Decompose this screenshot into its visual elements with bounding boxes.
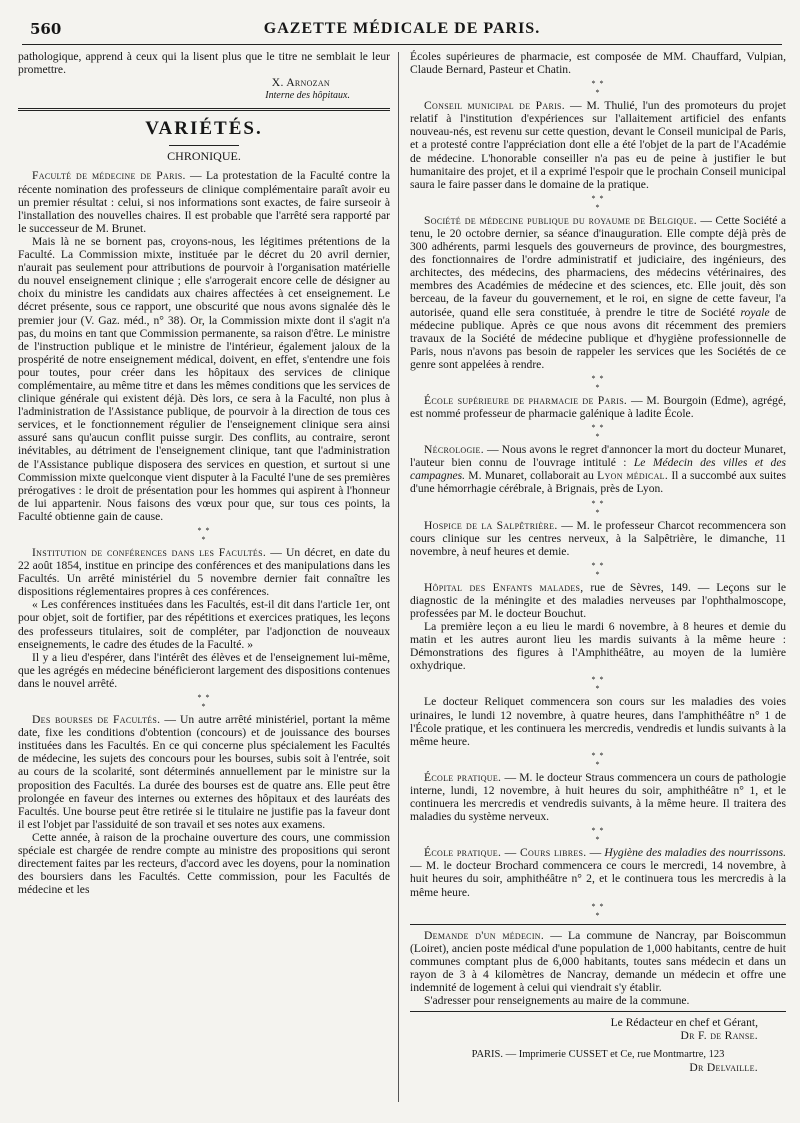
column-rule (398, 52, 399, 1102)
page-number: 560 (30, 20, 62, 38)
ornament-stars: * * * (591, 675, 605, 694)
editor-credit: Le Rédacteur en chef et Gérant, (610, 1016, 758, 1030)
ornament-stars: * * * (591, 750, 605, 769)
article-heading: Conseil municipal de Paris. (424, 99, 566, 113)
article-societe: Société de médecine publique du royaume de Belgique. — Cette Société a tenu, le 20 octobre dernier, sa séance d'inauguration. Elle compte déjà près de 300 adhérents, parmi lesquels des gouverneurs de province, des bourgmestres, des fonctionnaires de l'ordre administratif et judiciaire, des ingénieurs, des architectes, des médecins, des pharmaciens, des médecins vétérinaires, des membres des Académies de médecine et des sciences, etc. Elle jouit, dès son berceau, de la faveur du gouvernement, et le roi, en signe de cette faveur, l'a autorisée, quand elle sera constituée, à prendre le titre de Société royale de médecine publique. Après ce que nous avons dit récemment des premiers travaux de la Société de médecine publique et d'hygiène professionnelle de Paris, nous n'avons pas besoin de rappeler les services que les Sociétés de ce genre sont appelées à rendre. (410, 213, 786, 371)
article-heading: Société de médecine publique du royaume de Belgique. (424, 213, 697, 227)
right-column (410, 50, 786, 1108)
article-paragraph: Il y a lieu d'espérer, dans l'intérêt des élèves et de l'enseignement lui-même, que les agrégés en médecine bénéficieront largement des dispositions contenues dans le nouvel arrêté. (18, 650, 390, 690)
article-heading: Hôpital des Enfants malades, (424, 580, 584, 594)
author-role: Interne des hôpitaux. (265, 90, 350, 102)
continued-paragraph: Écoles supérieures de pharmacie, est composée de MM. Chauffard, Vulpian, Claude Bernard, Pasteur et Chatin. (410, 50, 786, 77)
article-paragraph: Cette année, à raison de la prochaine ouverture des cours, une commission spéciale est chargée de rendre compte au ministre des propositions qui seront directement faites par les recteurs, d'accord avec les doyens, pour la nomination des boursiers dans les Facultés. Cette commission, pour les Facultés de médecine et les (18, 830, 390, 897)
ornament-stars: * * * (591, 560, 605, 579)
article-hospice: Hospice de la Salpêtrière. — M. le professeur Charcot recommencera son cours clinique sur les centres nerveux, à la Salpêtrière, le dimanche, 11 novembre, à neuf heures et demie. (410, 518, 786, 558)
article-heading: École pratique. (424, 770, 502, 784)
ornament-stars: * * * (197, 693, 211, 712)
ornament-stars: * * * (591, 498, 605, 517)
page-header (22, 18, 782, 45)
ornament-stars: * * * (591, 423, 605, 442)
article-ecole: École supérieure de pharmacie de Paris. — M. Bourgoin (Edme), agrégé, est nommé professeur de pharmacie galénique à ladite École. (410, 393, 786, 421)
article-heading: École supérieure de pharmacie de Paris. (424, 393, 628, 407)
article-heading: Faculté de médecine de Paris. (32, 169, 186, 183)
article-demande: Demande d'un médecin. — La commune de Nancray, par Boiscommun (Loiret), ancien poste médical d'une population de 1,000 habitants, centre de huit communes comptant plus de 6,000 habitants, toutes sans médecin et dans un rayon de 3 à 4 kilomètres de Nancray, demande un médecin et offre une indemnité de logement à celui qui viendrait s'y établir. (410, 928, 786, 994)
ornament-stars: * * * (591, 901, 605, 920)
article-bourses: Des bourses de Facultés. — Un autre arrêté ministériel, portant la même date, fixe les conditions d'obtention (concours) et de jouissance des bourses instituées dans les Facultés. En ce qui concerne plus spécialement les Facultés de médecine, les sujets des concours pour les bourses, subis soit à l'entrée, soit au cours de la scolarité, sont déterminés annuellement par le ministre sur la proposition des Facultés. La durée des bourses est de quatre ans. Elle peut être prolongée en faveur des internes ou externes des hôpitaux et des lauréats des Facultés. Une bourse peut être retirée si le titulaire ne justifie pas la faveur dont il est l'objet par l'assiduité de son travail et ses notes aux examens. (18, 713, 390, 831)
article-heading: Institution de conférences dans les Facultés. (32, 546, 267, 559)
left-column (18, 50, 390, 1108)
masthead: GAZETTE MÉDICALE DE PARIS. (263, 20, 541, 37)
article-heading: Demande d'un médecin. (424, 928, 545, 942)
article-cours-libres: École pratique. — Cours libres. — Hygiène des maladies des nourrissons. — M. le docteur Brochard commencera ce cours le mercredi, 14 novembre, à huit heures du soir, amphithéâtre n° 2, et le continuera tous les mercredis à la même heure. (410, 846, 786, 899)
ornament-stars: * * * (591, 79, 605, 98)
delvaille-signature: Dr Delvaille. (689, 1061, 758, 1075)
article-heading: Hospice de la Salpêtrière. (424, 518, 558, 532)
article-conseil: Conseil municipal de Paris. — M. Thulié, l'un des promoteurs du projet relatif à l'institution d'expériences sur l'allaitement artificiel des enfants nouveau-nés, est revenu sur cette question, devant le Conseil municipal de Paris, et a protesté contre l'appréciation dont elle a été l'objet de la part de l'Académie de médecine. L'honorable conseiller n'a pas eu de peine à justifier le but humanitaire des projet, et il a exprimé l'espoir que le prochain Conseil municipal saura le faire passer dans le domaine de la pratique. (410, 99, 786, 191)
title-underline (169, 145, 239, 146)
ornament-stars: * * * (591, 193, 605, 212)
divider (410, 1011, 786, 1012)
section-subtitle: CHRONIQUE. (167, 149, 241, 164)
article-ecole-pratique: École pratique. — M. le docteur Straus commencera un cours de pathologie interne, lundi, 12 novembre, à huit heures du soir, amphithéâtre n° 1, et le continuera les mercredis et vendredis suivants, à la même heure. Il traitera des maladies du système nerveux. (410, 770, 786, 824)
article-paragraph: S'adresser pour renseignements au maire de la commune. (424, 994, 690, 1008)
editor-name: Dr F. de Ranse. (680, 1029, 758, 1043)
ornament-stars: * * * (591, 826, 605, 845)
ornament-stars: * * * (591, 373, 605, 392)
article-heading: Des bourses de Facultés. (32, 713, 161, 727)
author-signature: X. Arnozan (271, 76, 330, 90)
article-quote: « Les conférences instituées dans les Facultés, est-il dit dans l'article 1er, ont pour objet, soit de fortifier, par des répétitions et exercices pratiques, les leçons des professeurs titulaires, soit de compléter, par l'adjonction de nouveaux enseignements, le cadre des études de la Faculté. » (18, 598, 390, 651)
section-divider-thin (18, 110, 390, 111)
divider (410, 924, 786, 925)
article-institution: Institution de conférences dans les Facultés. — Un décret, en date du 22 août 1854, institue en principe des conférences et des manipulations dans les Facultés. Un arrêté ministériel du 5 novembre dernier fait connaître les dispositions réglementaires propres à ces conférences. (18, 546, 390, 599)
article-paragraph: La première leçon a eu lieu le mardi 6 novembre, à 8 heures et demie du matin et les autres auront lieu les mardis suivants à la même heure : Démonstrations des figures à l'Amphithéâtre, au moyen de la lumière oxhydrique. (410, 620, 786, 673)
ornament-stars: * * * (197, 526, 211, 544)
printer-line: PARIS. — Imprimerie CUSSET et Ce, rue Montmartre, 123 (471, 1049, 725, 1061)
article-faculte: Faculté de médecine de Paris. — La protestation de la Faculté contre la récente nomination des professeurs de clinique complémentaire paraît avoir eu un premier résultat : celui, si nos informations sont exactes, de faire surseoir à l'installation des nouvelles chaires. Il est probable que l'arrêté sera rapporté par le successeur de M. Brunet. (18, 169, 390, 235)
article-heading: École pratique. — Cours libres. (424, 846, 587, 860)
continued-paragraph: pathologique, apprend à ceux qui la lisent plus que le titre ne semblait le leur promettre. (18, 50, 390, 77)
article-hopital: Hôpital des Enfants malades, rue de Sèvres, 149. — Leçons sur le diagnostic de la méningite et des maladies nerveuses par l'ophthalmoscope, professées par M. le docteur Bouchut. (410, 580, 786, 620)
section-divider (18, 108, 390, 109)
article-necrologie: Nécrologie. — Nous avons le regret d'annoncer la mort du docteur Munaret, l'auteur bien connu de l'ouvrage intitulé : Le Médecin des villes et des campagnes. M. Munaret, collaborait au Lyon médical. Il a succombé aux suites d'une hémorrhagie cérébrale, à Brignais, près de Lyon. (410, 443, 786, 496)
section-title: VARIÉTÉS. (145, 118, 263, 140)
article-paragraph: Mais là ne se bornent pas, croyons-nous, les légitimes prétentions de la Faculté. La Commission mixte, instituée par le décret du 20 avril dernier, n'aurait pas seulement pour attributions de pourvoir à l'organisation matérielle du nouvel enseignement clinique ; elle s'arrogerait encore celle de désigner au choix du ministre les candidats aux chaires affectées à cet enseignement. Le décret présente, sous ce rapport, une obscurité que nous avons signalée dès le premier jour (V. Gaz. méd., n° 38). Or, la Commission mixte dont il s'agit n'a pas, du moins en tant que Commission permanente, sa raison d'être. Le ministre de l'instruction publique et le ministre de l'intérieur, également jaloux de la prospérité de notre enseignement médical, doivent, en effet, s'entendre une fois pour toutes, pour créer dans les hôpitaux des services de clinique complémentaire, au même titre et dans les mêmes conditions que les services de clinique générale qui existent déjà. Dès lors, ce sera à la Faculté, non plus à l'administration de l'Assistance publique, de pourvoir à la direction de tous ces services, et le fonctionnement régulier de l'enseignement clinique sera ainsi assuré sans qu'aucun conflit puisse surgir. Des conflits, au contraire, seront inévitables, au détriment de l'enseignement clinique, tant que l'administration de l'Assistance publique disposera des services en question, et surtout si une Commission mixte quelconque vient disputer à la Faculté l'une de ses premières prérogatives : le droit de présentation pour les hommes qui aspirent à l'honneur de lui appartenir. Nous faisons des vœux pour que, sur tous ces points, la Faculté obtienne gain de cause. (18, 234, 390, 523)
article-reliquet: Le docteur Reliquet commencera son cours sur les maladies des voies urinaires, le lundi 12 novembre, à quatre heures, dans l'amphithéâtre n° 1 de l'École pratique, et les continuera les mercredis, vendredis et lundis suivants à la même heure. (410, 695, 786, 748)
article-heading: Nécrologie. (424, 443, 484, 457)
